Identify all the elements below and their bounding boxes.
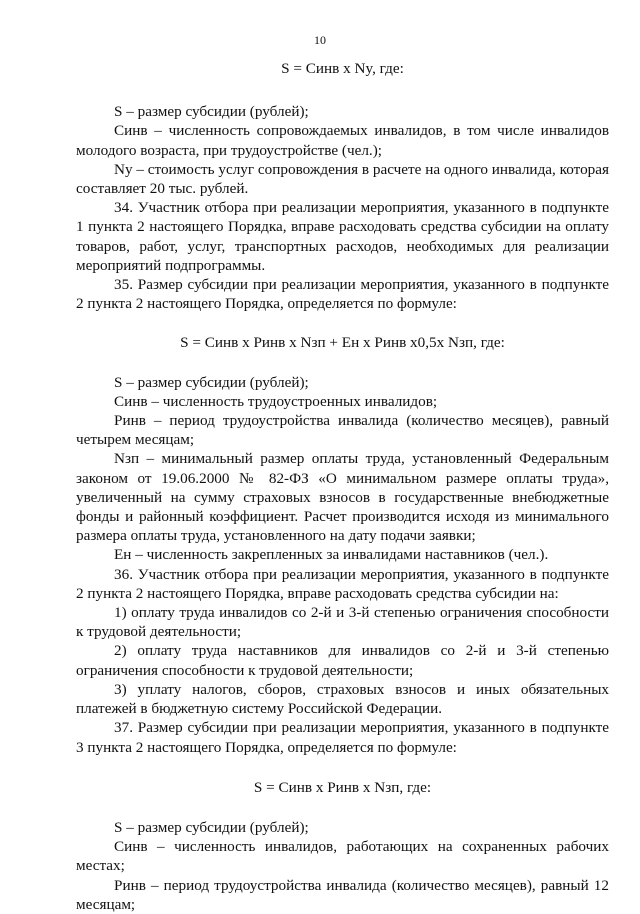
formula-3-term-rinv: Ринв – период трудоустройства инвалида (количество месяцев), равный 12 месяцам; bbox=[76, 876, 609, 913]
clause-36-item-1: 1) оплату труда инвалидов со 2-й и 3-й степенью ограничения способности к трудовой деятельности; bbox=[76, 604, 609, 641]
clause-36-item-3: 3) уплату налогов, сборов, страховых взносов и иных обязательных платежей в бюджетную систему Российской Федерации. bbox=[76, 680, 609, 718]
formula-2-term-en: Ен – численность закрепленных за инвалидами наставников (чел.). bbox=[114, 546, 549, 564]
clause-34: 34. Участник отбора при реализации мероприятия, указанного в подпункте 1 пункта 2 настоящего Порядка, вправе расходовать средства субсидии на оплату товаров, работ, услуг, транспортных расходов, необходимых для реализации мероприятий подпрограммы. bbox=[76, 199, 609, 274]
clause-36-item-2: 2) оплату труда наставников для инвалидов со 2-й и 3-й степенью ограничения способности к трудовой деятельности; bbox=[76, 642, 609, 679]
formula-2: S = Синв x Ринв x Nзп + Ен x Ринв x0,5x Nзп, где: bbox=[180, 334, 505, 352]
formula-1: S = Синв x Ny, где: bbox=[281, 60, 404, 77]
formula-2-term-sinv: Синв – численность трудоустроенных инвалидов; bbox=[114, 392, 438, 410]
document-body bbox=[76, 59, 609, 914]
clause-36: 36. Участник отбора при реализации мероприятия, указанного в подпункте 2 пункта 2 настоящего Порядка, вправе расходовать средства субсидии на: bbox=[76, 565, 609, 602]
formula-3-term-s: S – размер субсидии (рублей); bbox=[114, 818, 309, 836]
formula-2-term-nzp: Nзп – минимальный размер оплаты труда, установленный Федеральным законом от 19.06.2000 № 82-ФЗ «О минимальном размере оплаты труда», увеличенный на сумму страховых взносов в государственные внебюджетные фонды и районный коэффициент. Расчет производится исходя из минимального размера оплаты труда, установленного на дату подачи заявки; bbox=[76, 450, 609, 545]
formula-1-term-sinv: Синв – численность сопровождаемых инвалидов, в том числе инвалидов молодого возраста, при трудоустройстве (чел.); bbox=[76, 122, 609, 159]
page-number: 10 bbox=[314, 33, 326, 47]
formula-1-term-ny: Ny – стоимость услуг сопровождения в расчете на одного инвалида, которая составляет 20 тыс. рублей. bbox=[76, 160, 609, 198]
formula-2-term-s: S – размер субсидии (рублей); bbox=[114, 373, 309, 391]
clause-37: 37. Размер субсидии при реализации мероприятия, указанного в подпункте 3 пункта 2 настоящего Порядка, определяется по формуле: bbox=[76, 719, 609, 756]
clause-35: 35. Размер субсидии при реализации мероприятия, указанного в подпункте 2 пункта 2 настоящего Порядка, определяется по формуле: bbox=[76, 276, 609, 313]
formula-2-term-rinv: Ринв – период трудоустройства инвалида (количество месяцев), равный четырем месяцам; bbox=[76, 412, 609, 449]
formula-3-term-sinv: Синв – численность инвалидов, работающих на сохраненных рабочих местах; bbox=[76, 838, 609, 875]
formula-3: S = Синв x Ринв x Nзп, где: bbox=[253, 778, 432, 796]
formula-1-term-s: S – размер субсидии (рублей); bbox=[114, 103, 309, 121]
